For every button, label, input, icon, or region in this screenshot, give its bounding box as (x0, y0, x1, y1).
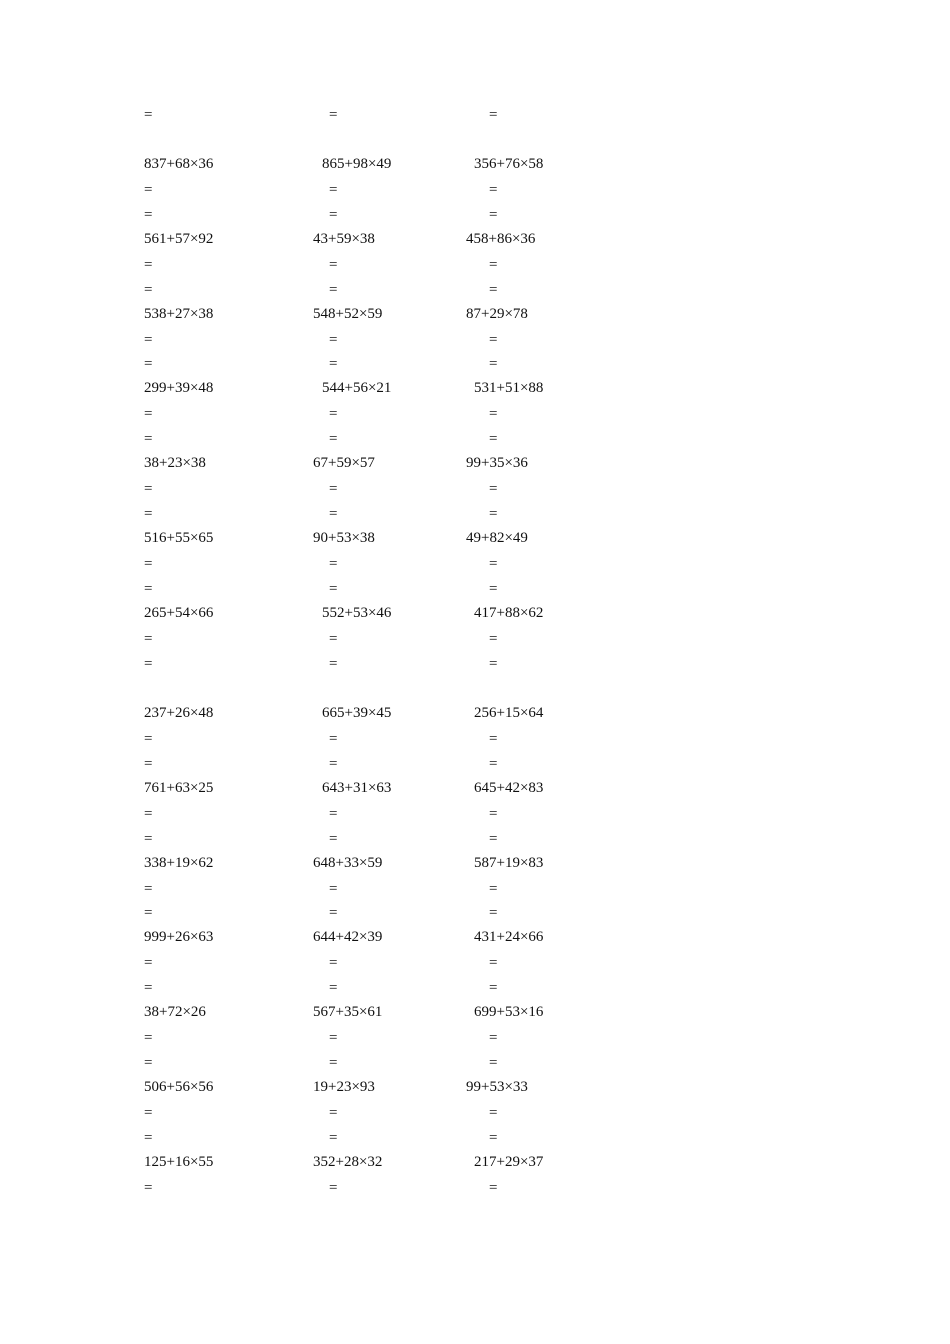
equals-sign: = (329, 356, 338, 373)
equals-sign: = (144, 1030, 153, 1047)
equals-sign: = (329, 1055, 338, 1071)
problem-expression: 538+27×38 (144, 305, 214, 322)
equals-sign: = (329, 331, 338, 348)
problem-expression: 99+35×36 (466, 455, 528, 472)
problem-expression: 761+63×25 (144, 779, 214, 796)
problem-expression: 552+53×46 (322, 604, 392, 621)
problem-expression: 256+15×64 (474, 705, 544, 721)
problem-expression: 299+39×48 (144, 380, 214, 397)
problem-expression: 352+28×32 (313, 1153, 383, 1170)
equals-sign: = (329, 580, 338, 597)
equals-sign: = (144, 181, 153, 198)
equals-sign: = (144, 406, 153, 423)
equals-sign: = (329, 506, 338, 522)
equals-sign: = (144, 431, 153, 448)
equals-sign: = (489, 1129, 498, 1146)
problem-expression: 516+55×65 (144, 530, 214, 546)
equals-sign: = (329, 830, 338, 847)
problem-expression: 38+23×38 (144, 455, 206, 472)
problem-expression: 865+98×49 (322, 156, 392, 172)
equals-sign: = (144, 730, 153, 747)
equals-sign: = (329, 980, 338, 997)
equals-sign: = (489, 1030, 498, 1047)
problem-expression: 19+23×93 (313, 1079, 375, 1095)
problem-expression: 837+68×36 (144, 156, 214, 172)
problem-expression: 356+76×58 (474, 156, 544, 172)
equals-sign: = (489, 256, 498, 273)
equals-sign: = (489, 980, 498, 997)
equals-sign: = (144, 481, 153, 498)
equals-sign: = (329, 107, 338, 123)
problem-expression: 417+88×62 (474, 604, 544, 621)
problem-expression: 67+59×57 (313, 455, 375, 472)
problem-expression: 217+29×37 (474, 1153, 544, 1170)
equals-sign: = (489, 1055, 498, 1071)
equals-sign: = (489, 181, 498, 198)
equals-sign: = (144, 1179, 153, 1196)
equals-sign: = (329, 1030, 338, 1047)
equals-sign: = (144, 580, 153, 597)
problem-expression: 531+51×88 (474, 380, 544, 397)
equals-sign: = (144, 1129, 153, 1146)
equals-sign: = (489, 356, 498, 373)
problem-expression: 699+53×16 (474, 1004, 544, 1021)
equals-sign: = (144, 1104, 153, 1121)
problem-expression: 265+54×66 (144, 604, 214, 621)
problem-expression: 506+56×56 (144, 1079, 214, 1095)
equals-sign: = (489, 107, 498, 123)
equals-sign: = (144, 880, 153, 897)
equals-sign: = (489, 506, 498, 522)
equals-sign: = (489, 755, 498, 772)
problem-expression: 643+31×63 (322, 779, 392, 796)
equals-sign: = (329, 256, 338, 273)
equals-sign: = (144, 281, 153, 298)
equals-sign: = (144, 555, 153, 572)
problem-expression: 665+39×45 (322, 705, 392, 721)
equals-sign: = (489, 580, 498, 597)
equals-sign: = (489, 880, 498, 897)
equals-sign: = (329, 1104, 338, 1121)
equals-sign: = (329, 630, 338, 647)
equals-sign: = (329, 431, 338, 448)
problem-expression: 645+42×83 (474, 779, 544, 796)
equals-sign: = (144, 905, 153, 922)
equals-sign: = (144, 655, 153, 672)
equals-sign: = (144, 980, 153, 997)
problem-expression: 644+42×39 (313, 929, 383, 946)
equals-sign: = (489, 481, 498, 498)
problem-expression: 237+26×48 (144, 705, 214, 721)
equals-sign: = (489, 206, 498, 223)
problem-expression: 999+26×63 (144, 929, 214, 946)
equals-sign: = (489, 730, 498, 747)
problem-expression: 561+57×92 (144, 230, 214, 247)
problem-expression: 99+53×33 (466, 1079, 528, 1095)
equals-sign: = (329, 206, 338, 223)
equals-sign: = (144, 830, 153, 847)
equals-sign: = (329, 655, 338, 672)
problem-expression: 90+53×38 (313, 530, 375, 546)
equals-sign: = (329, 481, 338, 498)
equals-sign: = (329, 555, 338, 572)
problem-expression: 87+29×78 (466, 305, 528, 322)
equals-sign: = (489, 1104, 498, 1121)
equals-sign: = (489, 830, 498, 847)
equals-sign: = (489, 431, 498, 448)
equals-sign: = (144, 256, 153, 273)
problem-expression: 338+19×62 (144, 854, 214, 871)
problem-expression: 648+33×59 (313, 854, 383, 871)
problem-expression: 587+19×83 (474, 854, 544, 871)
problem-expression: 548+52×59 (313, 305, 383, 322)
equals-sign: = (329, 1179, 338, 1196)
problem-expression: 544+56×21 (322, 380, 392, 397)
problem-expression: 458+86×36 (466, 230, 536, 247)
equals-sign: = (489, 331, 498, 348)
equals-sign: = (329, 181, 338, 198)
equals-sign: = (489, 805, 498, 822)
equals-sign: = (329, 281, 338, 298)
equals-sign: = (329, 406, 338, 423)
equals-sign: = (144, 356, 153, 373)
equals-sign: = (329, 805, 338, 822)
problem-expression: 567+35×61 (313, 1004, 383, 1021)
equals-sign: = (329, 755, 338, 772)
equals-sign: = (329, 730, 338, 747)
problem-expression: 38+72×26 (144, 1004, 206, 1021)
equals-sign: = (489, 406, 498, 423)
equals-sign: = (329, 880, 338, 897)
problem-expression: 431+24×66 (474, 929, 544, 946)
equals-sign: = (489, 555, 498, 572)
equals-sign: = (144, 331, 153, 348)
equals-sign: = (489, 630, 498, 647)
equals-sign: = (144, 755, 153, 772)
equals-sign: = (489, 955, 498, 972)
equals-sign: = (329, 1129, 338, 1146)
equals-sign: = (329, 905, 338, 922)
equals-sign: = (144, 107, 153, 123)
equals-sign: = (144, 1055, 153, 1071)
equals-sign: = (489, 281, 498, 298)
problem-expression: 43+59×38 (313, 230, 375, 247)
equals-sign: = (489, 1179, 498, 1196)
equals-sign: = (144, 206, 153, 223)
equals-sign: = (144, 506, 153, 522)
problem-expression: 49+82×49 (466, 530, 528, 546)
equals-sign: = (489, 655, 498, 672)
problem-expression: 125+16×55 (144, 1153, 214, 1170)
equals-sign: = (144, 805, 153, 822)
equals-sign: = (144, 955, 153, 972)
equals-sign: = (489, 905, 498, 922)
equals-sign: = (144, 630, 153, 647)
equals-sign: = (329, 955, 338, 972)
